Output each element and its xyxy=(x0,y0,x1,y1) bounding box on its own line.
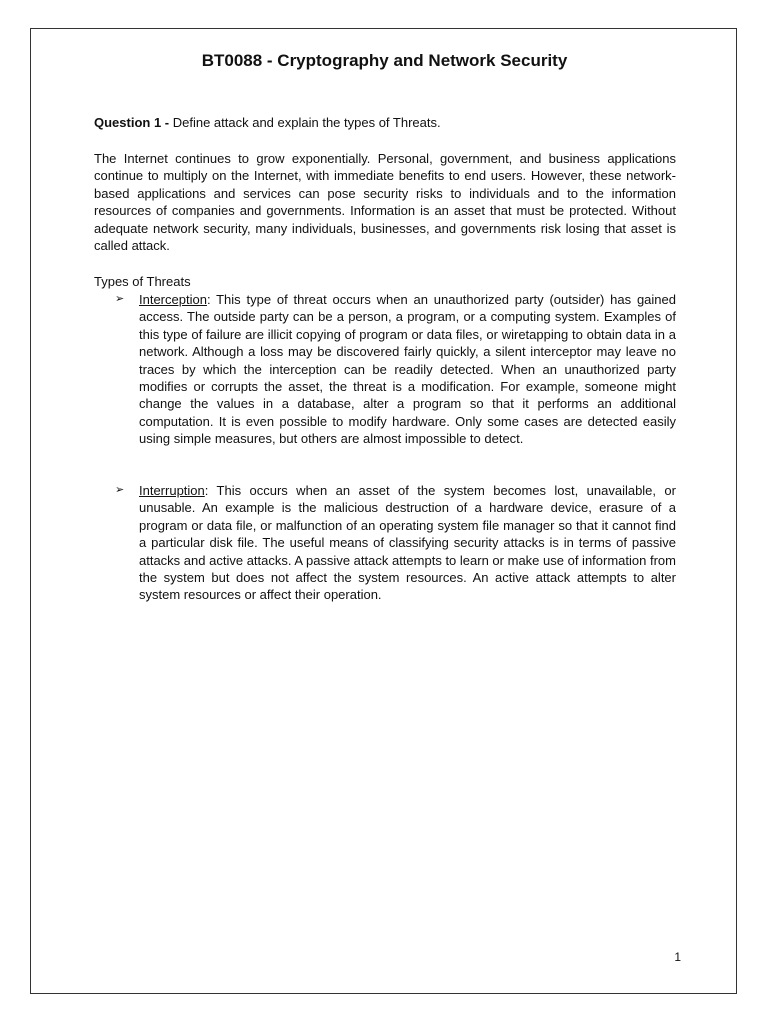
threat-item-interception xyxy=(115,291,676,448)
document-title: BT0088 - Cryptography and Network Security xyxy=(201,51,568,70)
threat-description: : This type of threat occurs when an unauthorized party (outsider) has gained access. The outside party can be a person, a program, or a computing system. Examples of this type of failure are illicit copying of program or data files, or wiretapping to obtain data in a network. Although a loss may be discovered fairly quickly, a silent interceptor may leave no traces by which the interception can be readily detected. When an unauthorized party modifies or corrupts the asset, the threat is a modification. For example, someone might change the values in a database, alter a program so that it performs an additional computation. It is even possible to modify hardware. Only some cases are detected easily using simple measures, but others are almost impossible to detect. xyxy=(139,292,676,447)
question-label: Question 1 - xyxy=(94,115,170,130)
page-number: 1 xyxy=(674,950,681,964)
threat-item-interruption xyxy=(115,482,676,604)
intro-paragraph: The Internet continues to grow exponentially. Personal, government, and business applications continue to multiply on the Internet, with immediate benefits to end users. However, these network-based applications and services can pose security risks to individuals and to the information resources of companies and governments. Information is an asset that must be protected. Without adequate network security, many individuals, businesses, and governments risk losing that asset is called attack. xyxy=(94,151,676,254)
arrow-bullet-icon: ➢ xyxy=(115,484,125,496)
document-page xyxy=(30,28,737,994)
threat-description: : This occurs when an asset of the system becomes lost, unavailable, or unusable. An example is the malicious destruction of a hardware device, erasure of a program or data file, or malfunction of an operating system file manager so that it cannot find a particular disk file. The useful means of classifying security attacks is in terms of passive attacks and active attacks. A passive attack attempts to learn or make use of information from the system but does not affect the system resources. An active attack attempts to alter system resources or affect their operation. xyxy=(139,483,676,603)
types-heading: Types of Threats xyxy=(94,274,191,289)
threat-term: Interception xyxy=(139,292,207,307)
question-text: Define attack and explain the types of Threats. xyxy=(169,115,441,130)
question-line xyxy=(94,114,676,131)
threat-term: Interruption xyxy=(139,483,205,498)
arrow-bullet-icon: ➢ xyxy=(115,293,125,305)
